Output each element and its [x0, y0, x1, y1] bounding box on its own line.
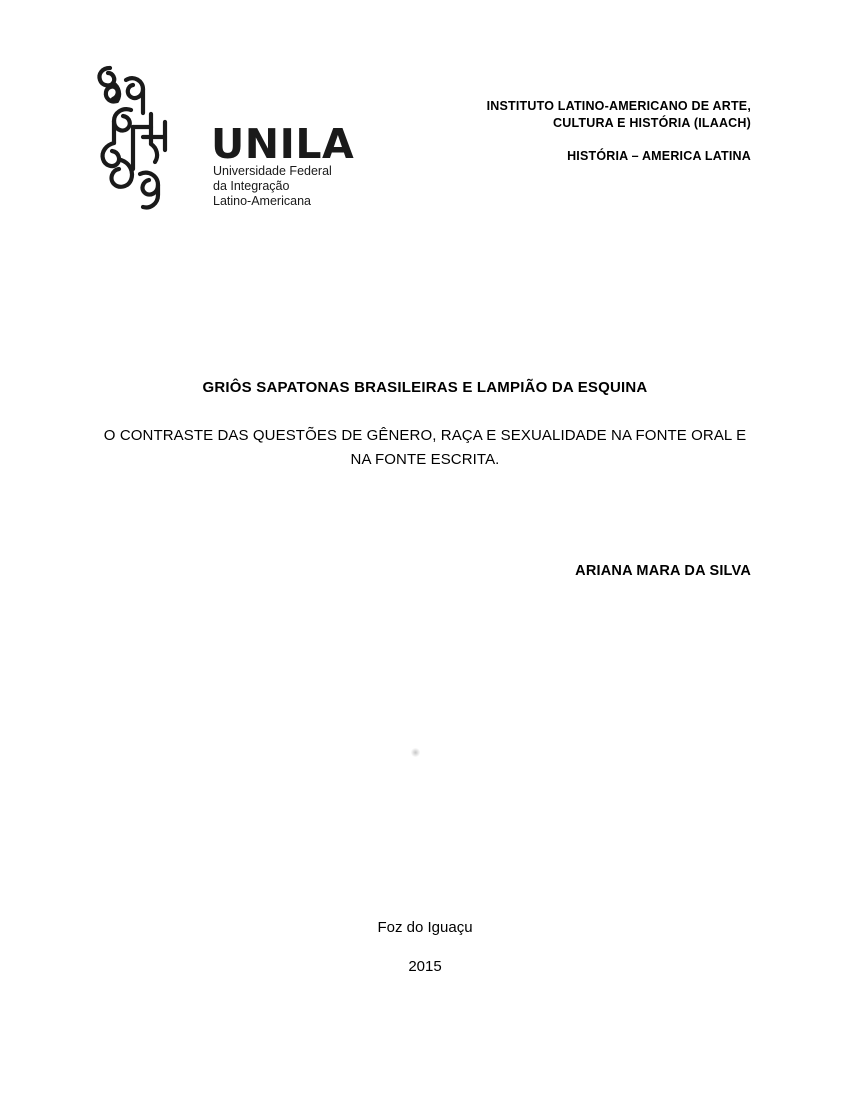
- document-footer: [0, 918, 850, 977]
- institute-heading: [331, 98, 751, 165]
- unila-logo-mark: [88, 52, 208, 217]
- unila-logo-subtitle: [213, 164, 332, 209]
- footer-year: 2015: [408, 958, 442, 975]
- department-line: HISTÓRIA – AMERICA LATINA: [567, 149, 751, 163]
- unila-logo-subtitle-line1: Universidade Federal: [213, 164, 332, 178]
- institute-line-2: CULTURA E HISTÓRIA (ILAACH): [553, 115, 751, 130]
- institute-line-1: INSTITUTO LATINO-AMERICANO DE ARTE,: [486, 99, 751, 113]
- unila-logo-subtitle-line3: Latino-Americana: [213, 194, 311, 208]
- document-header: [0, 52, 850, 232]
- author-name: ARIANA MARA DA SILVA: [575, 563, 751, 579]
- footer-city: Foz do Iguaçu: [377, 919, 473, 936]
- unila-logo: [88, 52, 355, 217]
- unila-logo-subtitle-line2: da Integração: [213, 179, 290, 193]
- unila-wordmark: UNILA: [211, 120, 355, 168]
- page-subtitle: O CONTRASTE DAS QUESTÕES DE GÊNERO, RAÇA E SEXUALIDADE NA FONTE ORAL E NA FONTE ESCRITA.: [103, 427, 747, 468]
- faint-smudge-mark: [411, 748, 420, 757]
- title-block: [0, 378, 850, 472]
- page-title: GRIÔS SAPATONAS BRASILEIRAS E LAMPIÃO DA ESQUINA: [202, 379, 648, 396]
